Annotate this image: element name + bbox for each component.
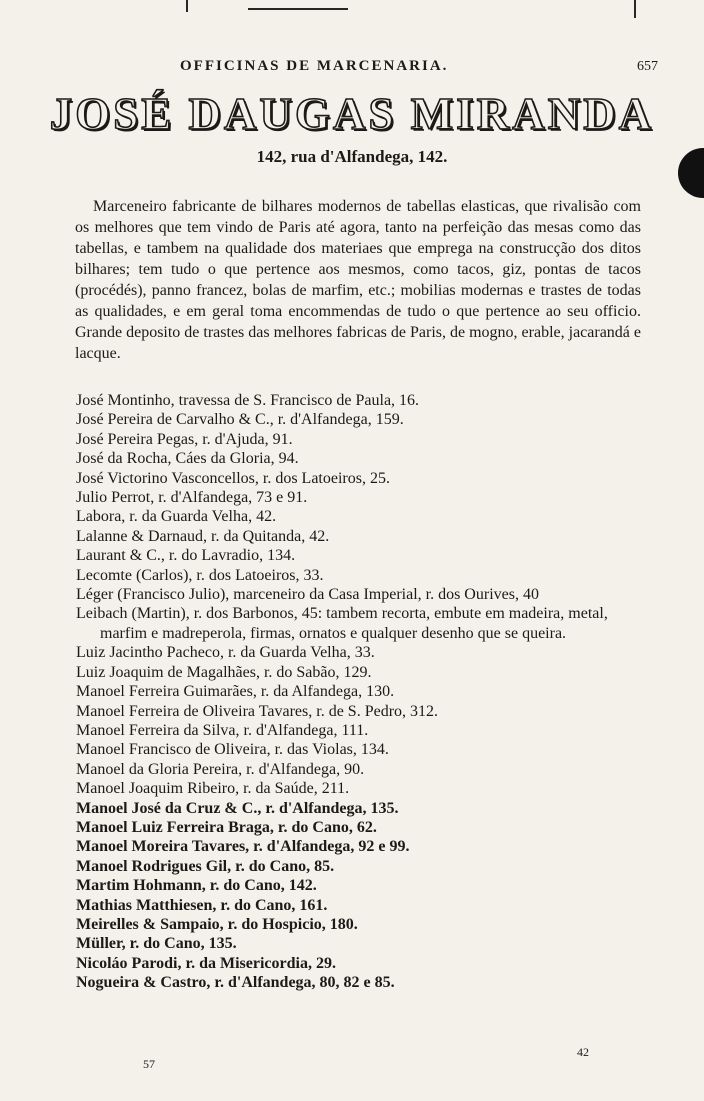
list-item: José Victorino Vasconcellos, r. dos Latoeiros, 25. [76, 469, 390, 487]
signature-mark-right: 42 [577, 1045, 589, 1059]
list-item: Mathias Matthiesen, r. do Cano, 161. [76, 896, 328, 914]
list-item: Manoel Ferreira da Silva, r. d'Alfandega, 111. [76, 721, 369, 739]
list-item: José Pereira de Carvalho & C., r. d'Alfandega, 159. [76, 411, 404, 429]
scan-mark-top-right [634, 0, 636, 18]
advertiser-name: JOSÉ DAUGAS MIRANDA [49, 89, 655, 139]
list-item: José da Rocha, Cáes da Gloria, 94. [76, 450, 299, 468]
signature-mark-left: 57 [143, 1057, 155, 1071]
list-item: Laurant & C., r. do Lavradio, 134. [76, 547, 296, 565]
list-item: Manoel da Gloria Pereira, r. d'Alfandega, 90. [76, 760, 365, 778]
list-item: Julio Perrot, r. d'Alfandega, 73 e 91. [76, 489, 308, 507]
page-number: 657 [637, 59, 658, 74]
list-item: Nogueira & Castro, r. d'Alfandega, 80, 82 e 85. [76, 974, 395, 992]
list-item: Manoel Ferreira de Oliveira Tavares, r. de S. Pedro, 312. [76, 702, 439, 720]
advertisement-body: Marceneiro fabricante de bilhares modernos de tabellas elasticas, que rivalisão com os melhores que tem vindo de Paris até agora, tanto na perfeição das mesas como das tabellas, e tambem na qualidade dos materiaes que emprega na construcção dos ditos bilhares; tem tudo o que pertence aos mesmos, como tacos, giz, pontas de tacos (procédés), panno francez, bolas de marfim, etc.; mobilias modernas e trastes de todas as qualidades, e em geral toma encommendas de tudo o que pertence ao seu officio. Grande deposito de trastes das melhores fabricas de Paris, de mogno, erable, jacarandá e lacque. [75, 198, 641, 362]
running-head: OFFICINAS DE MARCENARIA. [180, 58, 449, 74]
list-item: Müller, r. do Cano, 135. [76, 935, 237, 953]
list-item: Léger (Francisco Julio), marceneiro da Casa Imperial, r. dos Ourives, 40 [76, 586, 539, 604]
list-item: Manoel Francisco de Oliveira, r. das Violas, 134. [76, 741, 389, 759]
scan-mark-top-left [186, 0, 188, 12]
list-item: Manoel Rodrigues Gil, r. do Cano, 85. [76, 857, 335, 875]
list-item: Manoel José da Cruz & C., r. d'Alfandega, 135. [76, 799, 399, 817]
list-item: Lalanne & Darnaud, r. da Quitanda, 42. [76, 527, 330, 545]
directory-list [76, 391, 656, 993]
advertiser-address: 142, rua d'Alfandega, 142. [256, 147, 448, 166]
list-item: Leibach (Martin), r. dos Barbonos, 45: tambem recorta, embute em madeira, metal, marfim e madreperola, firmas, ornatos e qualquer desenho que se queira. [76, 605, 608, 642]
list-item: Luiz Jacintho Pacheco, r. da Guarda Velha, 33. [76, 644, 375, 662]
list-item: Martim Hohmann, r. do Cano, 142. [76, 877, 317, 895]
scan-mark-top-center [248, 8, 348, 10]
list-item: José Montinho, travessa de S. Francisco de Paula, 16. [76, 392, 420, 409]
list-item: Manoel Luiz Ferreira Braga, r. do Cano, 62. [76, 818, 377, 836]
list-item: Labora, r. da Guarda Velha, 42. [76, 508, 277, 526]
list-item: Manoel Joaquim Ribeiro, r. da Saúde, 211. [76, 780, 350, 798]
list-item: José Pereira Pegas, r. d'Ajuda, 91. [76, 430, 293, 448]
list-item: Meirelles & Sampaio, r. do Hospicio, 180. [76, 915, 358, 933]
list-item: Lecomte (Carlos), r. dos Latoeiros, 33. [76, 566, 324, 584]
list-item: Manoel Moreira Tavares, r. d'Alfandega, 92 e 99. [76, 838, 410, 856]
list-item: Nicoláo Parodi, r. da Misericordia, 29. [76, 954, 336, 972]
list-item: Luiz Joaquim de Magalhães, r. do Sabão, 129. [76, 663, 372, 681]
page-header [60, 58, 660, 80]
list-item: Manoel Ferreira Guimarães, r. da Alfandega, 130. [76, 683, 395, 701]
